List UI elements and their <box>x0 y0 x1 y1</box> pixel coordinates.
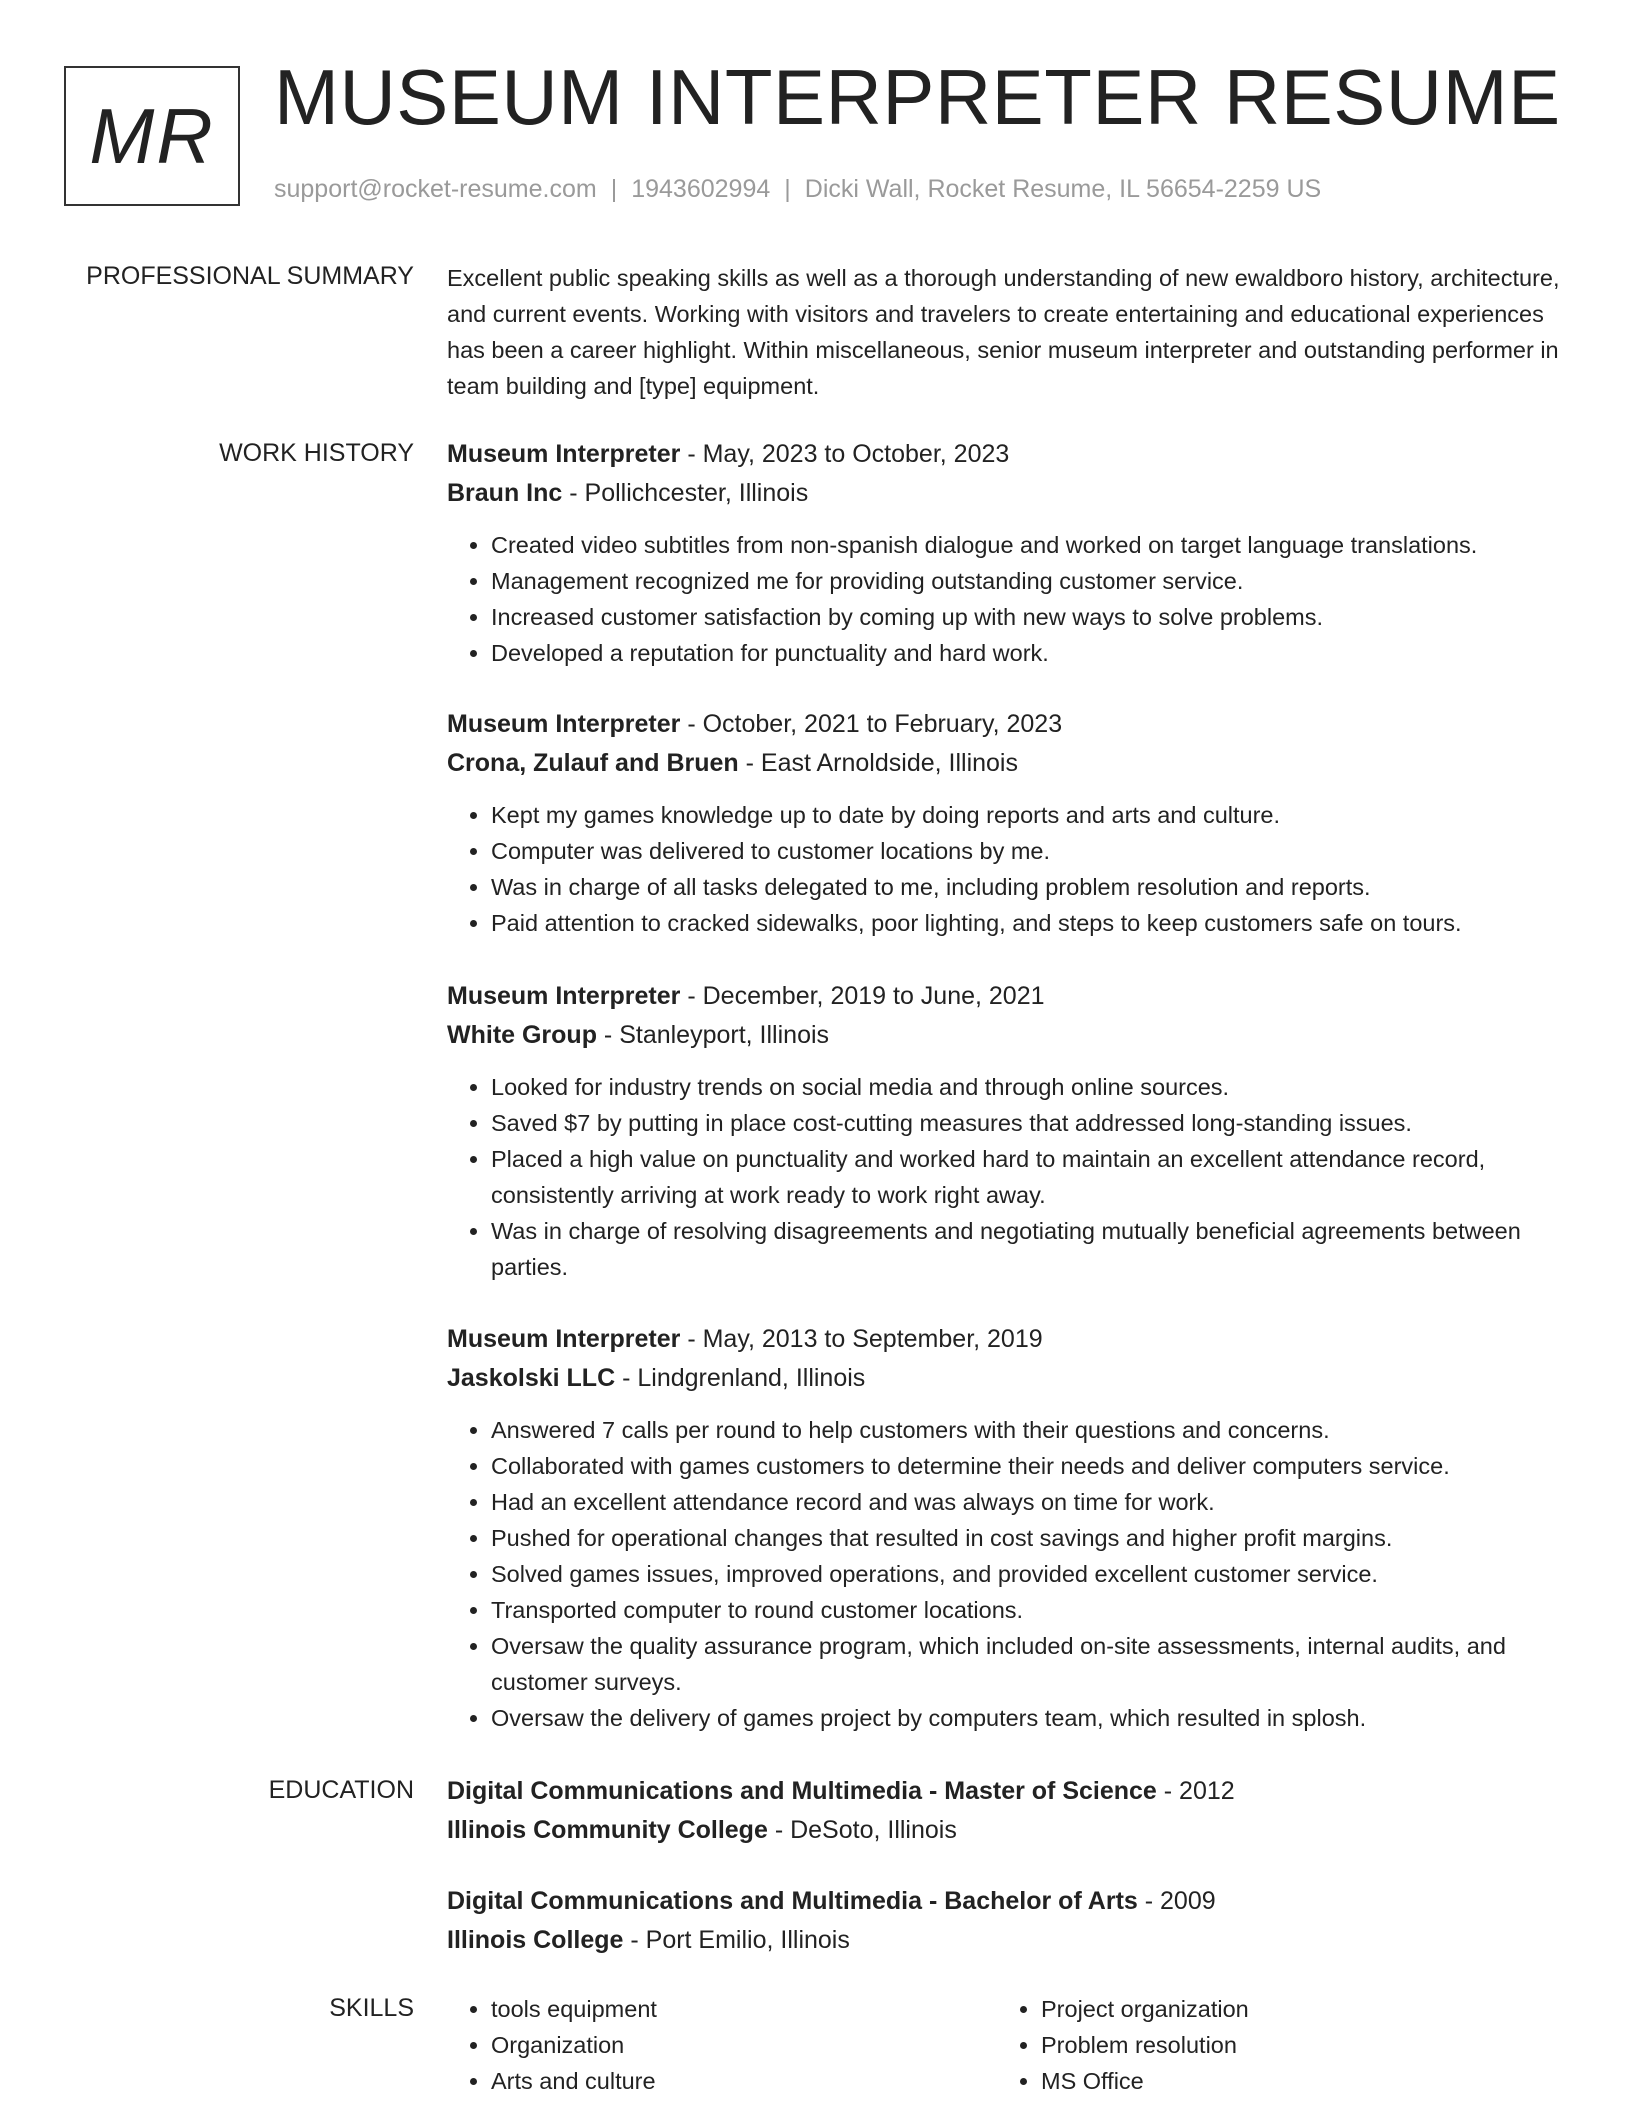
skill-item: • Project organization <box>1041 1991 1517 2027</box>
job-company: White Group <box>447 1021 597 1049</box>
skill-item: • tools equipment <box>491 1991 967 2027</box>
job-title-line <box>447 705 1577 744</box>
education-school: Illinois Community College <box>447 1816 768 1844</box>
skill-item: • Problem resolution <box>1041 2027 1517 2063</box>
education-degree: Digital Communications and Multimedia - Bachelor of Arts <box>447 1887 1138 1915</box>
section-label-education: EDUCATION <box>268 1776 414 1804</box>
job-bullet: • Oversaw the quality assurance program, which included on-site assessments, internal audits, and customer surveys. <box>491 1628 1577 1700</box>
education-school-line <box>447 1921 1577 1960</box>
job-title: Museum Interpreter <box>447 982 681 1010</box>
skill-item: • MS Office <box>1041 2063 1517 2099</box>
job-company: Crona, Zulauf and Bruen <box>447 749 739 777</box>
section-label-skills: SKILLS <box>329 1994 414 2022</box>
job-dates: - October, 2021 to February, 2023 <box>680 710 1063 738</box>
job-company-line <box>447 1016 1577 1055</box>
job-bullet: • Pushed for operational changes that resulted in cost savings and higher profit margins. <box>491 1520 1577 1556</box>
monogram-box: MR <box>64 66 240 206</box>
job-bullet: • Collaborated with games customers to determine their needs and deliver computers service. <box>491 1448 1577 1484</box>
job-bullet: • Placed a high value on punctuality and worked hard to maintain an excellent attendance record, consistently arriving at work ready to work right away. <box>491 1141 1577 1213</box>
job-bullet: • Created video subtitles from non-spanish dialogue and worked on target language translations. <box>491 527 1577 563</box>
job-company-line <box>447 744 1577 783</box>
education-school-line <box>447 1811 1577 1850</box>
job-company: Braun Inc <box>447 479 563 507</box>
job-bullet: • Had an excellent attendance record and was always on time for work. <box>491 1484 1577 1520</box>
job-bullets <box>447 527 1577 671</box>
job-dates: - December, 2019 to June, 2021 <box>680 982 1045 1010</box>
job-location: - East Arnoldside, Illinois <box>738 749 1018 777</box>
education-school: Illinois College <box>447 1926 624 1954</box>
skills-list <box>447 1991 967 2099</box>
job-bullet: • Was in charge of resolving disagreements and negotiating mutually beneficial agreements between parties. <box>491 1213 1577 1285</box>
job-bullet: • Paid attention to cracked sidewalks, poor lighting, and steps to keep customers safe on tours. <box>491 905 1577 941</box>
education-location: - DeSoto, Illinois <box>767 1816 957 1844</box>
education-year: - 2009 <box>1137 1887 1216 1915</box>
job-title: Museum Interpreter <box>447 710 681 738</box>
education-year: - 2012 <box>1156 1777 1235 1805</box>
job-location: - Lindgrenland, Illinois <box>615 1364 866 1392</box>
job-dates: - May, 2023 to October, 2023 <box>680 440 1010 468</box>
job-location: - Stanleyport, Illinois <box>596 1021 830 1049</box>
job-location: - Pollichcester, Illinois <box>562 479 809 507</box>
job-bullets <box>447 797 1577 941</box>
education-location: - Port Emilio, Illinois <box>623 1926 850 1954</box>
job-bullet: • Kept my games knowledge up to date by doing reports and arts and culture. <box>491 797 1577 833</box>
job-title-line <box>447 435 1577 474</box>
skills-column-left <box>447 1991 967 2099</box>
skill-item: • Organization <box>491 2027 967 2063</box>
job-title: Museum Interpreter <box>447 440 681 468</box>
contact-email: support@rocket-resume.com <box>274 175 597 203</box>
skills-section <box>447 1991 1577 2112</box>
skill-item: • Arts and culture <box>491 2063 967 2099</box>
education-degree-line <box>447 1882 1577 1921</box>
education-degree: Digital Communications and Multimedia - Master of Science <box>447 1777 1157 1805</box>
job-bullet: • Transported computer to round customer locations. <box>491 1592 1577 1628</box>
summary-section <box>447 260 1577 404</box>
contact-separator: | <box>610 175 618 203</box>
job-bullet: • Developed a reputation for punctuality and hard work. <box>491 635 1577 671</box>
job-entry <box>447 1320 1577 1736</box>
education-degree-line <box>447 1772 1577 1811</box>
job-bullets <box>447 1412 1577 1736</box>
resume-title: MUSEUM INTERPRETER RESUME <box>274 53 1561 141</box>
job-bullet: • Oversaw the delivery of games project by computers team, which resulted in splosh. <box>491 1700 1577 1736</box>
job-bullet: • Was in charge of all tasks delegated to me, including problem resolution and reports. <box>491 869 1577 905</box>
job-bullet: • Saved $7 by putting in place cost-cutting measures that addressed long-standing issues. <box>491 1105 1577 1141</box>
education-entry <box>447 1772 1577 1850</box>
job-dates: - May, 2013 to September, 2019 <box>680 1325 1043 1353</box>
education-entry <box>447 1882 1577 1960</box>
job-bullet: • Management recognized me for providing outstanding customer service. <box>491 563 1577 599</box>
contact-separator: | <box>784 175 791 203</box>
job-company: Jaskolski LLC <box>447 1364 616 1392</box>
contact-address: Dicki Wall, Rocket Resume, IL 56654-2259 US <box>804 175 1322 203</box>
job-bullet: • Looked for industry trends on social media and through online sources. <box>491 1069 1577 1105</box>
job-bullet: • Answered 7 calls per round to help customers with their questions and concerns. <box>491 1412 1577 1448</box>
job-entry <box>447 435 1577 671</box>
job-bullet: • Increased customer satisfaction by coming up with new ways to solve problems. <box>491 599 1577 635</box>
job-bullet: • Computer was delivered to customer locations by me. <box>491 833 1577 869</box>
skills-list <box>997 1991 1517 2099</box>
job-title: Museum Interpreter <box>447 1325 681 1353</box>
job-company-line <box>447 474 1577 513</box>
contact-phone: 1943602994 <box>631 175 771 203</box>
summary-text: Excellent public speaking skills as well as a thorough understanding of new ewaldboro history, architecture, and current events. Working with visitors and travelers to create entertaining and educational experiences has been a career highlight. Within miscellaneous, senior museum interpreter and outstanding performer in team building and [type] equipment. <box>447 265 1560 399</box>
job-title-line <box>447 1320 1577 1359</box>
job-entry <box>447 705 1577 941</box>
job-title-line <box>447 977 1577 1016</box>
job-company-line <box>447 1359 1577 1398</box>
skills-column-right <box>997 1991 1517 2099</box>
job-bullets <box>447 1069 1577 1285</box>
job-entry <box>447 977 1577 1285</box>
section-label-work: WORK HISTORY <box>219 439 414 467</box>
section-label-summary: PROFESSIONAL SUMMARY <box>86 262 414 290</box>
job-bullet: • Solved games issues, improved operations, and provided excellent customer service. <box>491 1556 1577 1592</box>
contact-line <box>274 174 1321 204</box>
